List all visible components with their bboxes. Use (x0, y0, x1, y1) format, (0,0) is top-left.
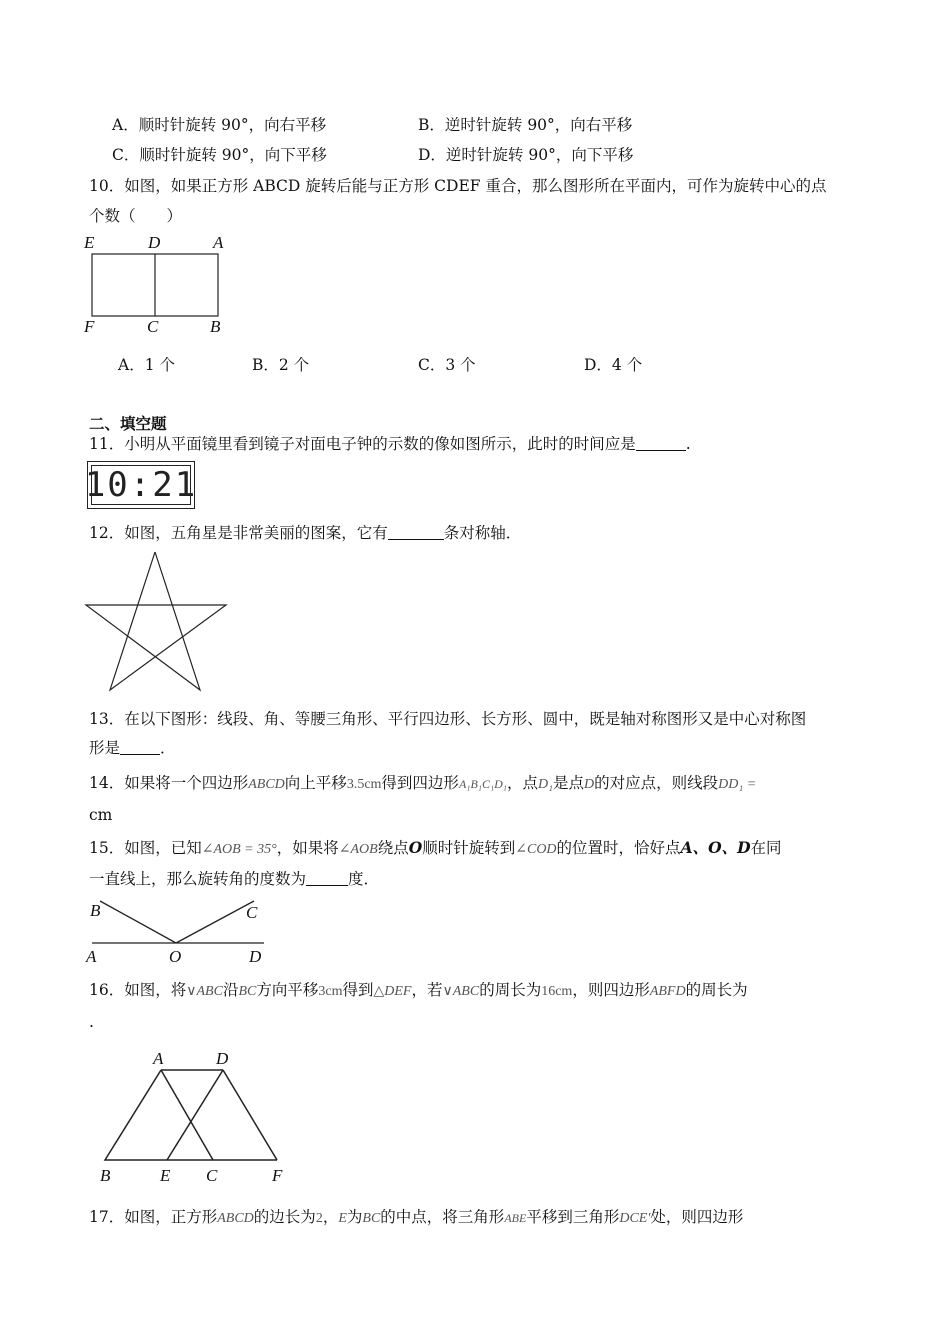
math: ∨ABC (442, 984, 480, 999)
text: 的周长为 (479, 981, 542, 999)
text: 向上平移 (284, 774, 347, 792)
clock-display: 10:21 (84, 465, 198, 505)
q17-stem-line1 (89, 1207, 743, 1229)
math: ABCD (217, 1211, 254, 1226)
q16-stem-line2: . (89, 1013, 94, 1031)
label-b: B (90, 901, 101, 920)
q9-option-d: D．逆时针旋转 90°，向下平移 (418, 146, 634, 164)
label-a: A (153, 1049, 164, 1068)
q11-text: 11．小明从平面镜里看到镜子对面电子钟的示数的像如图所示，此时的时间应是 (89, 435, 636, 453)
label-b: B (100, 1166, 111, 1185)
q14-stem-line1 (89, 773, 756, 795)
q15-stem-line2 (89, 869, 379, 889)
label-d: D (216, 1049, 229, 1068)
text: 方向平移 (256, 981, 319, 999)
q10-option-a: A．1 个 (118, 356, 175, 374)
answer-blank (306, 871, 348, 886)
text: 为 (346, 1208, 363, 1226)
math: DD₁ = (718, 777, 757, 792)
q9-option-a: A．顺时针旋转 90°，向右平移 (112, 116, 327, 134)
math: △DEF (373, 984, 412, 999)
math: 16cm (541, 984, 573, 999)
text: 平移到三角形 (526, 1208, 620, 1226)
text: 得到 (342, 981, 374, 999)
math: ∠COD (515, 842, 557, 857)
q10-stem-line1: 10．如图，如果正方形 ABCD 旋转后能与正方形 CDEF 重合，那么图形所在平面内，可作为旋转中心的点 (89, 177, 827, 195)
text: ，点 (506, 774, 538, 792)
math: ABE (504, 1211, 527, 1225)
text: 17．如图，正方形 (89, 1208, 218, 1226)
math: DCE′ (619, 1211, 651, 1226)
math: ABFD (649, 984, 686, 999)
math: D (583, 777, 595, 792)
math: 2 (315, 1211, 323, 1226)
q10-option-c: C．3 个 (418, 356, 476, 374)
text: 的周长为 (685, 981, 748, 999)
label-e: E (160, 1166, 171, 1185)
clock-figure (84, 461, 198, 509)
text: 的中点，将三角形 (380, 1208, 505, 1226)
q10-stem-line2: 个数（ ） (89, 207, 183, 225)
text: 16．如图，将 (89, 981, 187, 999)
star-figure (80, 545, 240, 695)
text: 得到四边形 (381, 774, 459, 792)
text: 15．如图，已知 (89, 839, 202, 857)
text: 顺时针旋转到 (422, 839, 516, 857)
q10-option-d: D．4 个 (584, 356, 643, 374)
label-c: C (147, 317, 159, 336)
math: 3.5cm (346, 777, 382, 792)
q13-pre: 形是 (89, 739, 121, 757)
q13-stem-line2 (89, 738, 176, 758)
q10-squares-figure (80, 232, 240, 342)
label-c: C (206, 1166, 218, 1185)
text: ，若 (411, 981, 443, 999)
q9-option-b: B．逆时针旋转 90°，向右平移 (418, 116, 633, 134)
math: ∠AOB (338, 842, 378, 857)
text: 度． (348, 870, 380, 888)
math: A₁B₁C₁D₁ (458, 777, 507, 791)
text: 的对应点，则线段 (594, 774, 719, 792)
answer-blank (388, 525, 444, 540)
answer-blank (120, 740, 160, 755)
text: ， (322, 1208, 339, 1226)
math: ABCD (248, 777, 285, 792)
text: 一直线上，那么旋转角的度数为 (89, 870, 307, 888)
text: 在同 (750, 839, 782, 857)
text: ，则四边形 (572, 981, 650, 999)
q16-stem-line1 (89, 980, 748, 1002)
math: ∨ABC (186, 984, 223, 999)
q11-stem (89, 434, 691, 454)
text: 的边长为 (253, 1208, 316, 1226)
label-b: B (210, 317, 221, 336)
text: 是点 (552, 774, 584, 792)
section-heading: 二、填空题 (89, 414, 167, 433)
q10-option-b: B．2 个 (252, 356, 310, 374)
q15-stem-line1 (89, 838, 782, 860)
math: E (338, 1211, 347, 1226)
text: 14．如果将一个四边形 (89, 774, 249, 792)
label-f: F (272, 1166, 283, 1185)
label-c: C (246, 903, 258, 922)
q11-end: . (685, 435, 691, 453)
q9-option-c: C．顺时针旋转 90°，向下平移 (112, 146, 327, 164)
label-a: A (86, 947, 97, 966)
q12-post: 条对称轴． (443, 524, 522, 542)
label-f: F (84, 317, 95, 336)
text: 绕点 (377, 839, 409, 857)
translation-figure (95, 1048, 295, 1188)
label-a: A (213, 233, 224, 252)
label-e: E (84, 233, 95, 252)
q13-post: ． (160, 739, 176, 757)
label-d: D (148, 233, 161, 252)
math: BC (362, 1211, 381, 1226)
points: A、O、D (680, 838, 751, 857)
text: 的位置时，恰好点 (556, 839, 681, 857)
q14-stem-line2: cm (89, 806, 113, 824)
q12-pre: 12．如图，五角星是非常美丽的图案，它有 (89, 524, 388, 542)
text: 处，则四边形 (650, 1208, 744, 1226)
point: O (408, 838, 423, 857)
math: 3cm (318, 984, 343, 999)
math: ∠AOB = 35° (201, 842, 277, 857)
label-o: O (169, 947, 182, 966)
q12-stem (89, 523, 521, 543)
math: BC (238, 984, 257, 999)
answer-blank (636, 436, 686, 451)
label-d: D (249, 947, 262, 966)
angle-figure (80, 895, 280, 970)
q13-stem-line1: 13．在以下图形：线段、角、等腰三角形、平行四边形、长方形、圆中，既是轴对称图形又是中心对称图 (89, 710, 807, 728)
text: ，如果将 (276, 839, 339, 857)
text: 沿 (222, 981, 239, 999)
math: D₁ (537, 777, 553, 792)
